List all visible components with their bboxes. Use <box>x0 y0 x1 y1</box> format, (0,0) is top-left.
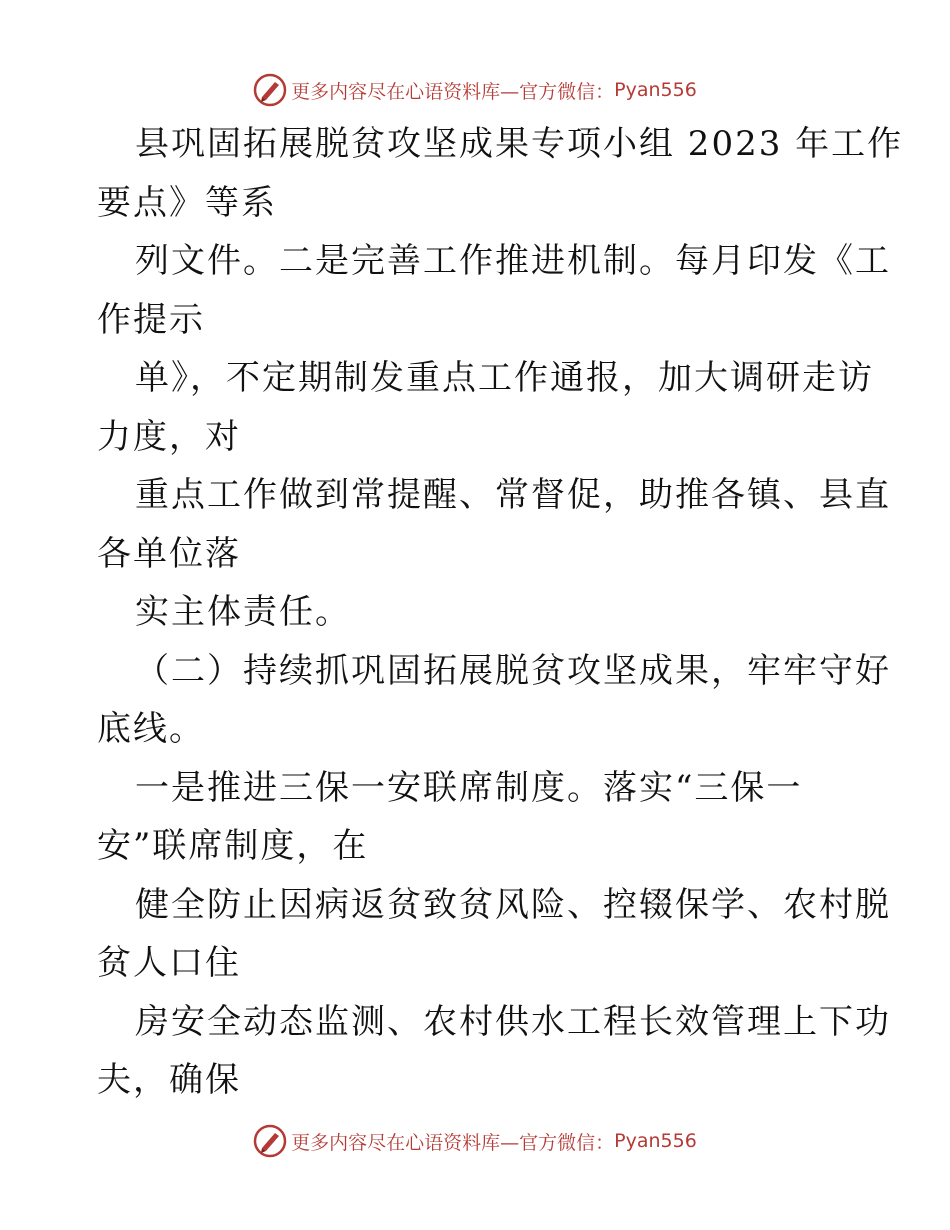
text-line: 单》，不定期制发重点工作通报，加大调研走访 <box>135 358 874 398</box>
pen-logo-icon <box>253 73 287 107</box>
watermark-text: 更多内容尽在心语资料库—官方微信： <box>291 1131 615 1154</box>
document-body <box>97 115 904 1110</box>
text-line: 作提示 <box>97 299 205 340</box>
text-line: 县巩固拓展脱贫攻坚成果专项小组 2023 年工作 <box>135 124 904 164</box>
text-line: 重点工作做到常提醒、常督促，助推各镇、县直 <box>135 475 891 515</box>
text-line: 各单位落 <box>97 533 241 574</box>
text-line: 房安全动态监测、农村供水工程长效管理上下功 <box>135 1001 891 1042</box>
text-line: 一是推进三保一安联席制度。落实“三保一 <box>135 767 803 808</box>
section-heading: （二）持续抓巩固拓展脱贫攻坚成果，牢牢守好 <box>135 650 891 691</box>
text-line: 夫，确保 <box>97 1060 241 1100</box>
text-line: 底线。 <box>97 709 205 749</box>
text-line: 实主体责任。 <box>135 592 351 632</box>
pen-logo-icon <box>253 1124 287 1158</box>
text-line: 力度，对 <box>97 416 241 457</box>
watermark-handle: Pyan556 <box>614 79 697 101</box>
header-watermark <box>0 70 950 110</box>
text-line: 健全防止因病返贫致贫风险、控辍保学、农村脱 <box>135 884 891 925</box>
text-line: 安”联席制度，在 <box>97 826 369 866</box>
watermark-handle: Pyan556 <box>614 1130 697 1152</box>
text-line: 列文件。二是完善工作推进机制。每月印发《工 <box>135 241 891 281</box>
text-line: 贫人口住 <box>97 943 241 983</box>
footer-watermark <box>0 1121 950 1161</box>
watermark-text: 更多内容尽在心语资料库—官方微信： <box>291 80 615 103</box>
text-line: 要点》等系 <box>97 182 277 223</box>
